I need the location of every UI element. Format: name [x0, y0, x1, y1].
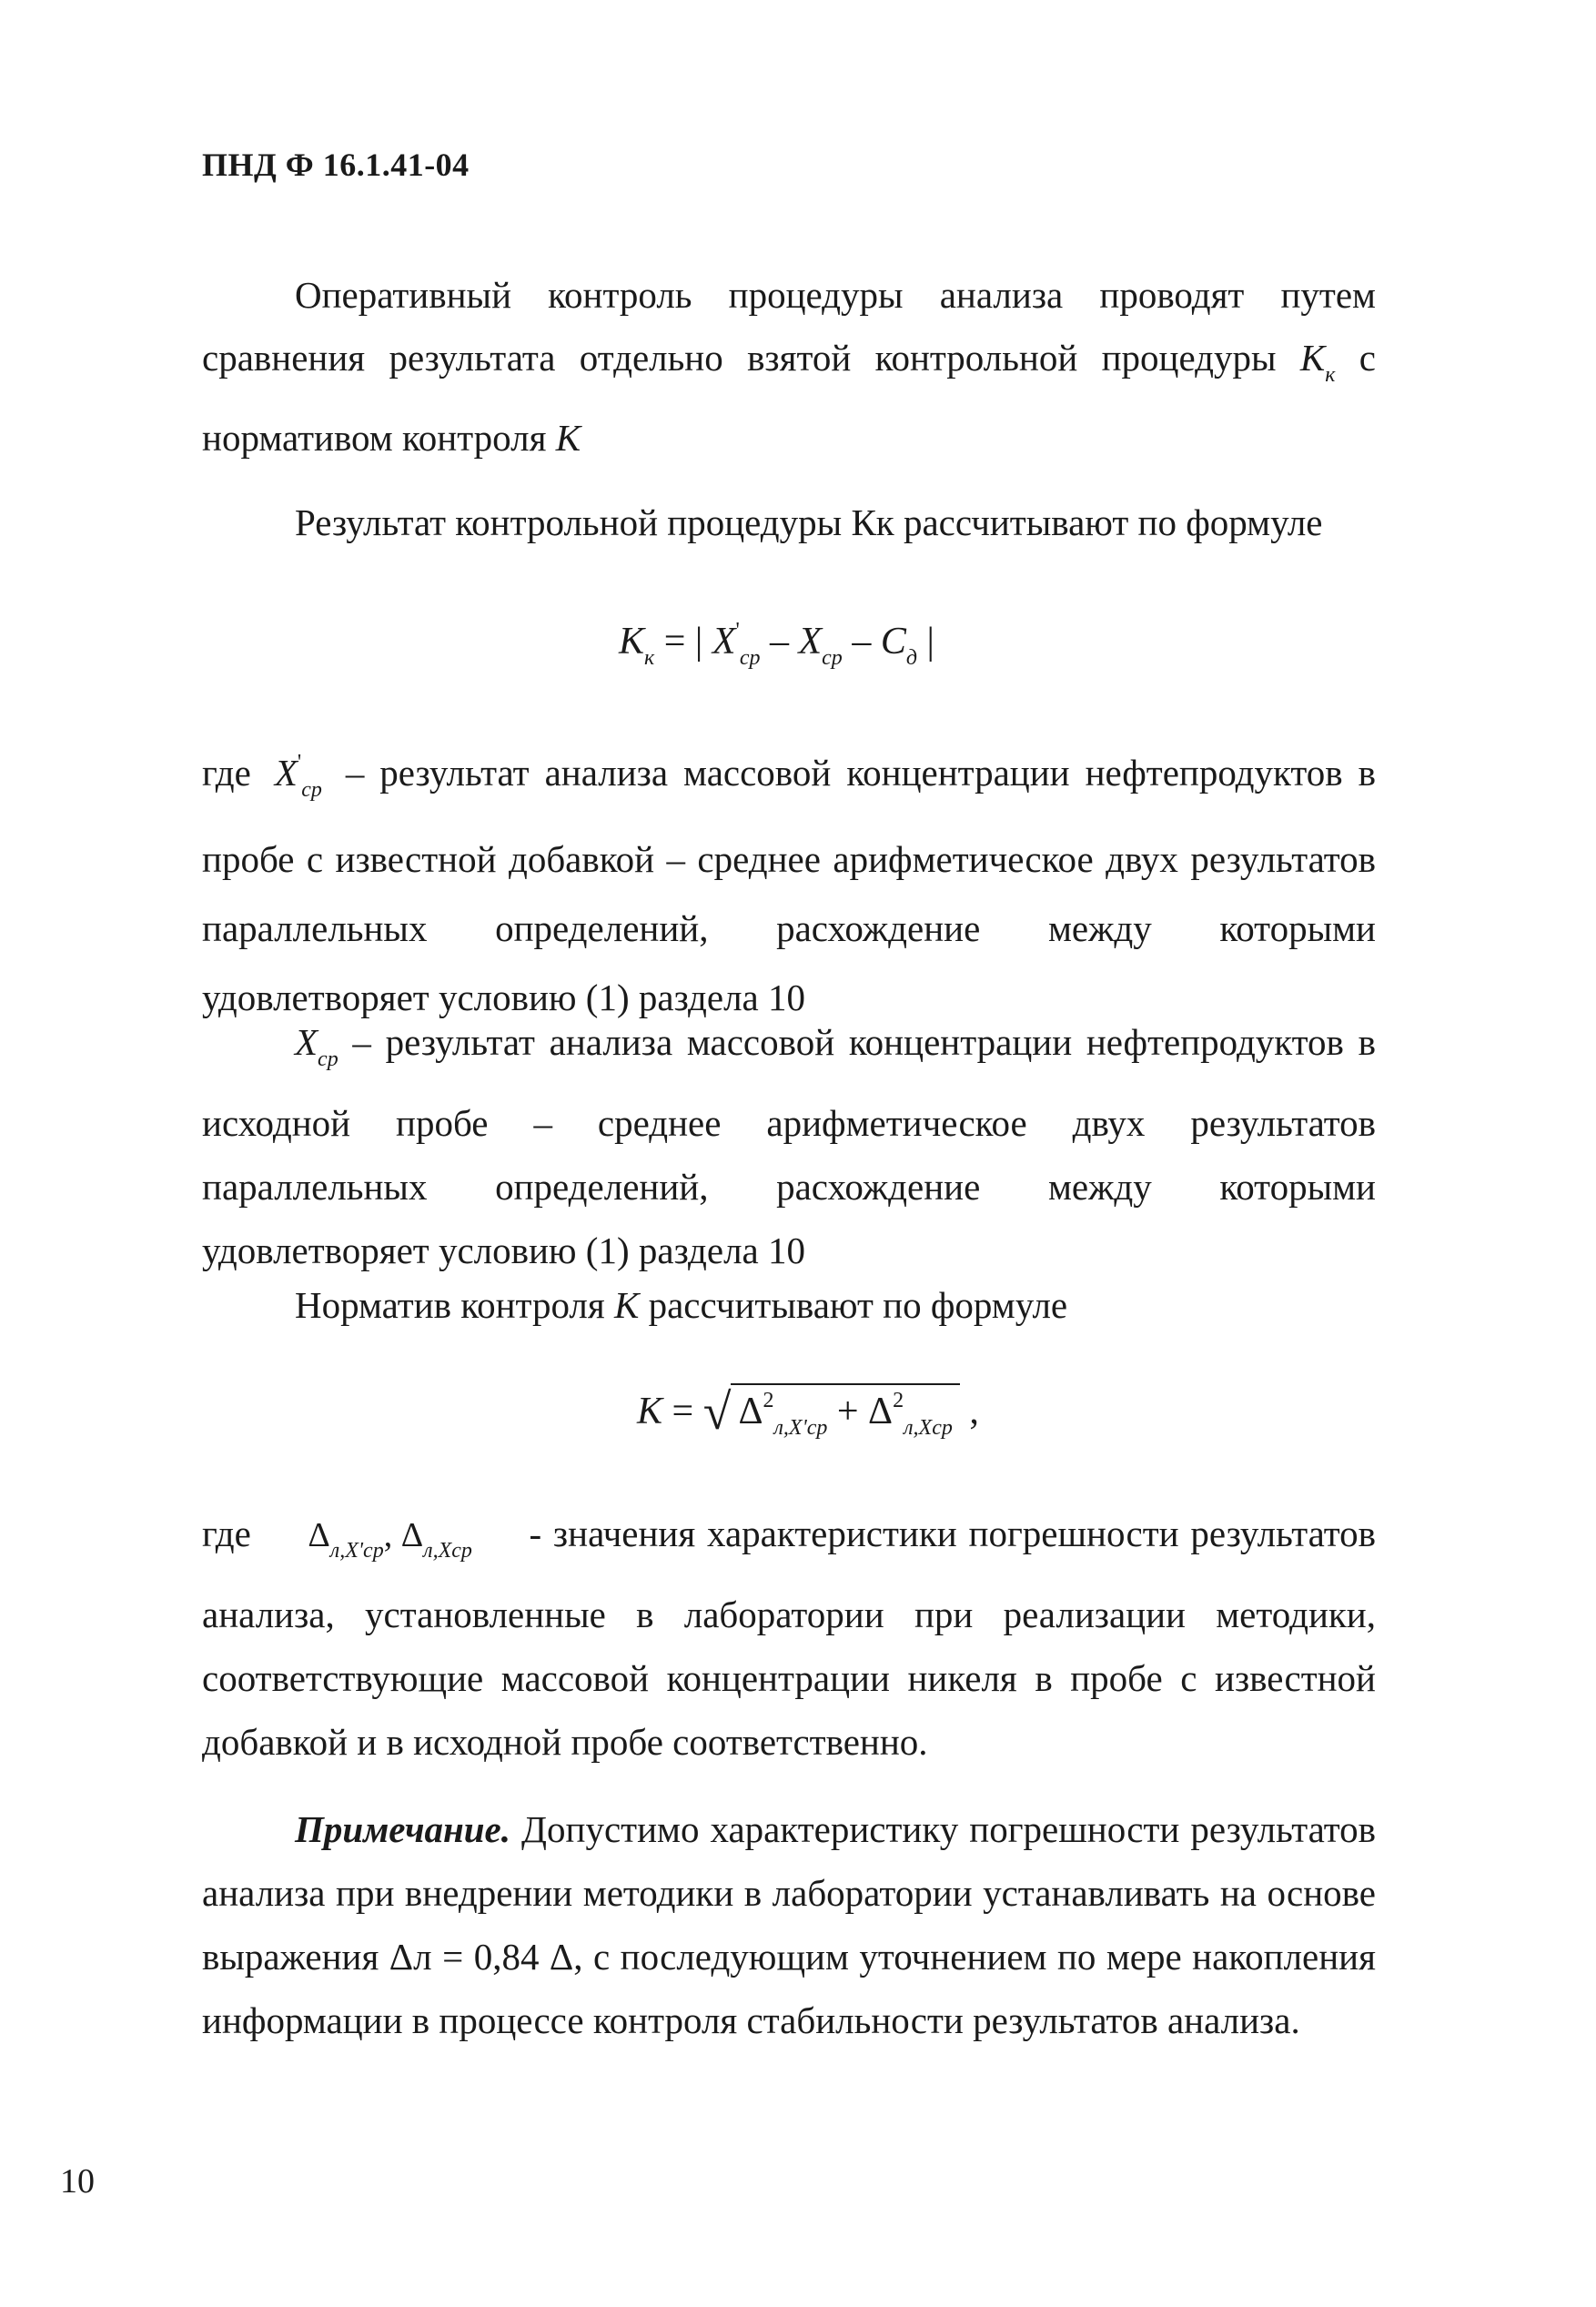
delta-symbols: $\Delta_{л,X'ср}$, $\Delta_{л,Xср}$: [308, 1516, 472, 1563]
paragraph-k-formula-intro: [202, 1274, 1376, 1337]
where-word: где: [202, 1513, 251, 1554]
page-number: 10: [60, 2162, 95, 2201]
paragraph-text: – результат анализа массовой концентрации нефтепродуктов в пробе с известной добавкой – среднее арифметическое двух результатов параллельных определений, расхождение между которыми удовлетворяет условию (1) раздела 10: [202, 752, 1376, 1018]
variable-x-sr: $X_{ср}$: [295, 1021, 338, 1071]
paragraph-text: - значения характеристики погрешности результатов анализа, установленные в лаборатории при реализации методики, соответствующие массовой концентрации никеля в пробе с известной добавкой и в исходной пробе соответственно.: [202, 1513, 1376, 1763]
document-code: ПНД Ф 16.1.41-04: [202, 147, 470, 183]
paragraph-text: – результат анализа массовой концентрации нефтепродуктов в исходной пробе – среднее арифметическое двух результатов параллельных определений, расхождение между которыми удовлетворяет условию (1) раздела 10: [202, 1021, 1376, 1271]
where-word: где: [202, 752, 251, 794]
formula-k: K = √ $\Delta^2_{л,X'ср} + \Delta^2_{л,Xср}$ ,: [637, 1384, 979, 1441]
paragraph-delta-definition: [202, 1502, 1376, 1774]
paragraph-operational-control: [202, 264, 1376, 470]
paragraph-text: Оперативный контроль процедуры анализа проводят путем сравнения результата отдельно взятой контрольной процедуры $K_к$ с нормативом контроля K: [202, 274, 1376, 459]
formula-kk: $K_к$ = | $X'_{ср} - X_{ср} - C_д$ |: [619, 619, 934, 670]
paragraph-x-sr-definition: [202, 1010, 1376, 1282]
paragraph-text: Норматив контроля K рассчитывают по формуле: [295, 1284, 1068, 1326]
note-label: Примечание.: [295, 1808, 510, 1850]
paragraph-kk-formula-intro: Результат контрольной процедуры Кк рассчитывают по формуле: [295, 501, 1323, 543]
variable-x-prime-sr: $X'_{ср}$: [274, 751, 322, 802]
note-paragraph: [202, 1797, 1376, 2052]
paragraph-x-prime-definition: [202, 728, 1376, 1032]
note-text: Допустимо характеристику погрешности результатов анализа при внедрении методики в лаборатории устанавливать на основе выражения Δл = 0,84 Δ, с последующим уточнением по мере накопления информации в процессе контроля стабильности результатов анализа.: [202, 1808, 1376, 2041]
